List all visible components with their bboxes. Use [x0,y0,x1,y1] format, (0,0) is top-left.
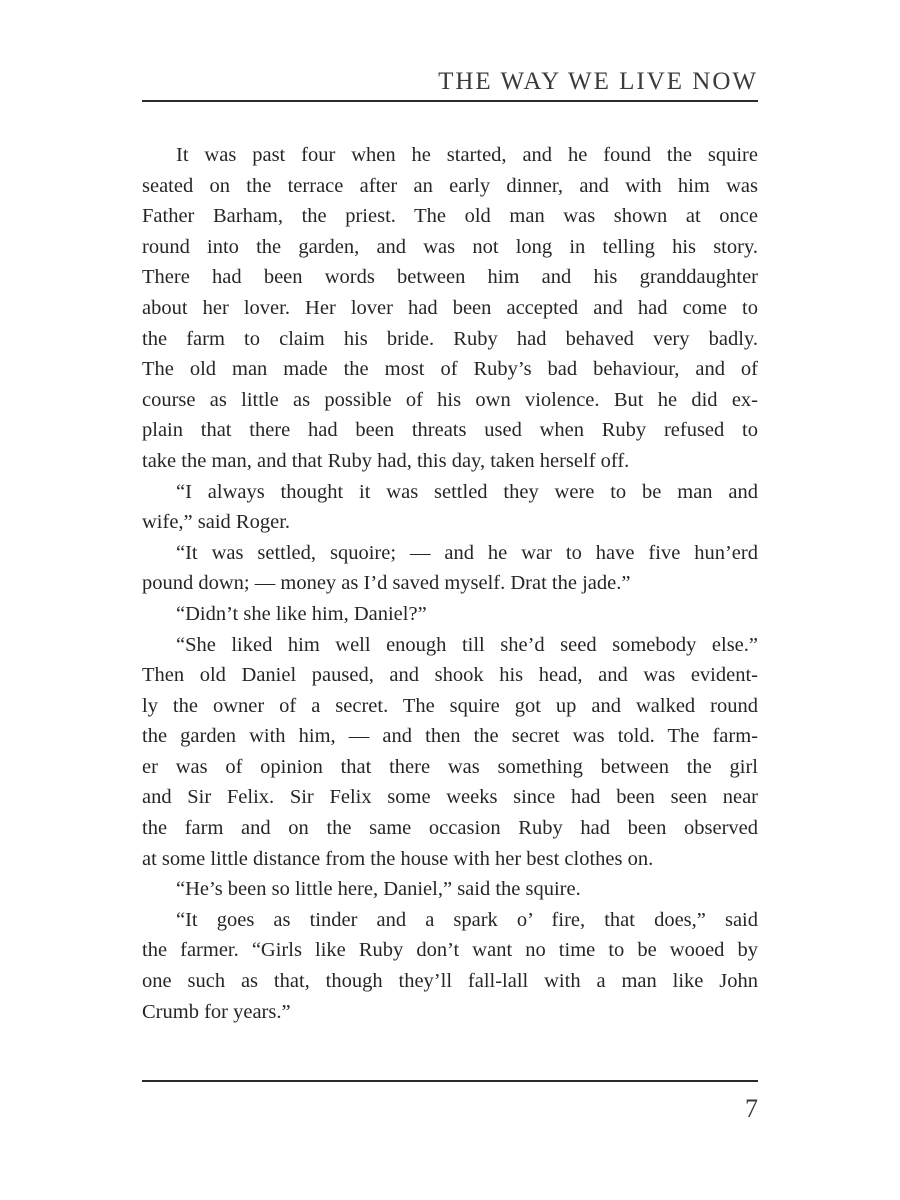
text-line: ly the owner of a secret. The squire got up and walked round [142,694,758,717]
text-line: “It was settled, squoire; — and he war to have five hun’erd [176,541,758,564]
text-line: er was of opinion that there was something between the girl [142,755,758,778]
text-line: take the man, and that Ruby had, this day, taken herself off. [142,449,630,472]
text-line: There had been words between him and his granddaughter [142,266,758,289]
footer-rule [142,1080,758,1082]
text-line: the farmer. “Girls like Ruby don’t want no time to be wooed by [142,939,758,962]
text-line: the farm to claim his bride. Ruby had behaved very badly. [142,327,758,350]
text-line: one such as that, though they’ll fall-lall with a man like John [142,970,758,993]
header-rule [142,100,758,102]
text-line: “Didn’t she like him, Daniel?” [176,602,427,625]
text-line: about her lover. Her lover had been accepted and had come to [142,296,758,319]
text-line: “I always thought it was settled they were to be man and [176,480,758,503]
text-line: The old man made the most of Ruby’s bad behaviour, and of [142,358,758,381]
text-line: course as little as possible of his own violence. But he did ex- [142,388,758,411]
body-text [142,140,758,1027]
text-line: seated on the terrace after an early dinner, and with him was [142,174,758,197]
text-line: round into the garden, and was not long in telling his story. [142,235,758,258]
text-line: Crumb for years.” [142,1000,291,1023]
text-line: the farm and on the same occasion Ruby had been observed [142,817,758,840]
text-line: Then old Daniel paused, and shook his head, and was evident- [142,664,758,687]
text-line: at some little distance from the house with her best clothes on. [142,847,654,870]
text-line: It was past four when he started, and he found the squire [176,144,758,166]
text-line: “He’s been so little here, Daniel,” said the squire. [176,878,581,901]
text-line: plain that there had been threats used when Ruby refused to [142,419,758,442]
text-line: Father Barham, the priest. The old man was shown at once [142,205,758,228]
text-line: “It goes as tinder and a spark o’ fire, that does,” said [176,908,758,931]
text-line: pound down; — money as I’d saved myself. Drat the jade.” [142,572,631,595]
running-title: THE WAY WE LIVE NOW [438,68,758,95]
text-line: “She liked him well enough till she’d seed somebody else.” [176,633,758,656]
text-line: and Sir Felix. Sir Felix some weeks since had been seen near [142,786,758,809]
text-line: the garden with him, — and then the secret was told. The farm- [142,725,758,748]
page-number: 7 [745,1094,758,1123]
text-line: wife,” said Roger. [142,511,291,534]
